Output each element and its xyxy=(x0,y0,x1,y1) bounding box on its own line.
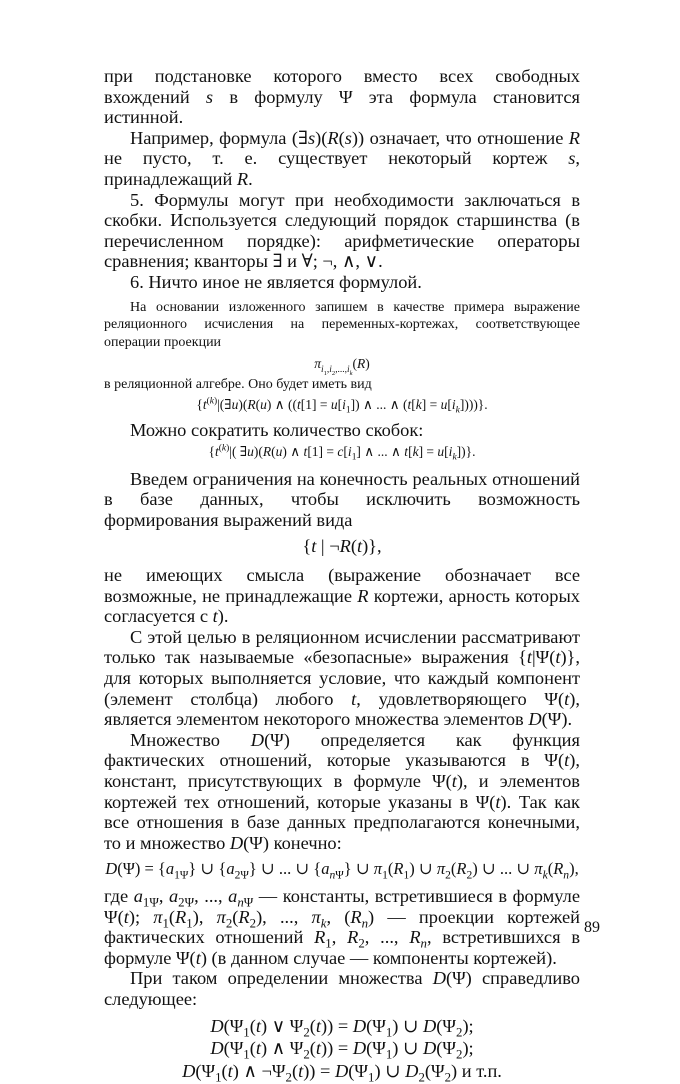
negation-formula: {t | ¬R(t)}, xyxy=(302,536,382,557)
paragraph-9: Множество D(Ψ) определяется как функция фактических отношений, которые указываются в Ψ(t), констант, присутствующих в формуле Ψ(t), и элементов кортежей тех отношений, которые указаны в Ψ(t). Так как все отношения в базе данных предполагаются конечными, то и множество D(Ψ) конечно: xyxy=(104,729,580,853)
page-number: 89 xyxy=(584,919,600,936)
small-paragraph-2: в реляционной алгебре. Оно будет иметь вид xyxy=(104,376,372,392)
full-expression-formula: {$t^{(k)}|(\exists u)(R(u)$ ∧ ($(t[1] = u[i_1])$ ∧ ... ∧ $(t[k] = u[i_k])$))}. xyxy=(196,396,488,416)
paragraph-4: 6. Ничто иное не является формулой. xyxy=(130,271,422,292)
small-paragraph-1: На основании изложенного запишем в качестве примера выражение реляционного исчисления на переменных-кортежах, соответствующее операции проекции xyxy=(104,299,580,350)
projection-formula: $\pi_{i_1,i_2,...,i_k}(R)$ xyxy=(314,356,370,377)
rule-3-formula: $D(\Psi_1(t)$ ∧ $\neg\Psi_2(t)) = D(\Psi_1)$ ∪ $D_2(\Psi_2)$ и т.п. xyxy=(182,1060,502,1084)
paragraph-11: При таком определении множества D(Ψ) справедливо следующее: xyxy=(104,968,580,1009)
paragraph-7: не имеющих смысла (выражение обозначает все возможные, не принадлежащие R кортежи, арность которых согласуется с t). xyxy=(104,565,580,627)
rule-2-formula: $D(\Psi_1(t)$ ∧ $\Psi_2(t)) = D(\Psi_1)$ ∪ $D(\Psi_2)$; xyxy=(210,1038,474,1062)
paragraph-6: Введем ограничения на конечность реальных отношений в базе данных, чтобы исключить возможность формирования выражений вида xyxy=(104,468,580,530)
paragraph-8: С этой целью в реляционном исчислении рассматривают только так называемые «безопасные» выражения {t|Ψ(t)}, для которых выполняется условие, что каждый компонент (элемент столбца) любого t, удовлетворяющего Ψ(t), является элементом некоторого множества элементов D(Ψ). xyxy=(104,626,580,730)
paragraph-1: при подстановке которого вместо всех свободных вхождений s в формулу Ψ эта формула становится истинной. xyxy=(104,66,580,128)
paragraph-5: Можно сократить количество скобок: xyxy=(130,419,424,440)
rule-1-formula: $D(\Psi_1(t)$ ∨ $\Psi_2(t)) = D(\Psi_1)$ ∪ $D(\Psi_2)$; xyxy=(210,1015,474,1040)
paragraph-3: 5. Формулы могут при необходимости заключаться в скобки. Используется следующий порядок старшинства (в перечисленном порядке): арифметические операторы сравнения; кванторы ∃ и ∀; ¬, ∧, ∨. xyxy=(104,189,580,272)
page-body xyxy=(104,66,580,1083)
domain-definition-formula: $D(\Psi) = \{a_{1\Psi}\}$ ∪ $\{a_{2\Psi}\}$ ∪ ... ∪ $\{a_{n\Psi}\}$ ∪ $\pi_1(R_1)$ ∪ $\pi_2(R_2)$ ∪ ... ∪ $\pi_k(R_n)$, xyxy=(105,859,579,882)
paragraph-10: где $a_{1\Psi}$, $a_{2\Psi}$, ..., $a_{n\Psi}$ — константы, встретившиеся в формуле Ψ(t); $\pi_1(R_1)$, $\pi_2(R_2)$, ..., $\pi_k$, $(R_n)$ — проекции кортежей фактических отношений $R_1$, $R_2$, ..., $R_n$, встретившихся в формуле Ψ(t) (в данном случае — компоненты кортежей). xyxy=(104,885,581,968)
short-expression-formula: {$t^{(k)}|$( ∃u)(R(u) ∧ $t[1] = c[i_1]$ ∧ ... ∧ $t[k] = u[i_k]$)}. xyxy=(208,443,476,463)
paragraph-2: Например, формула (∃s)(R(s)) означает, что отношение R не пусто, т. е. существует некоторый кортеж s, принадлежащий R. xyxy=(104,127,580,189)
